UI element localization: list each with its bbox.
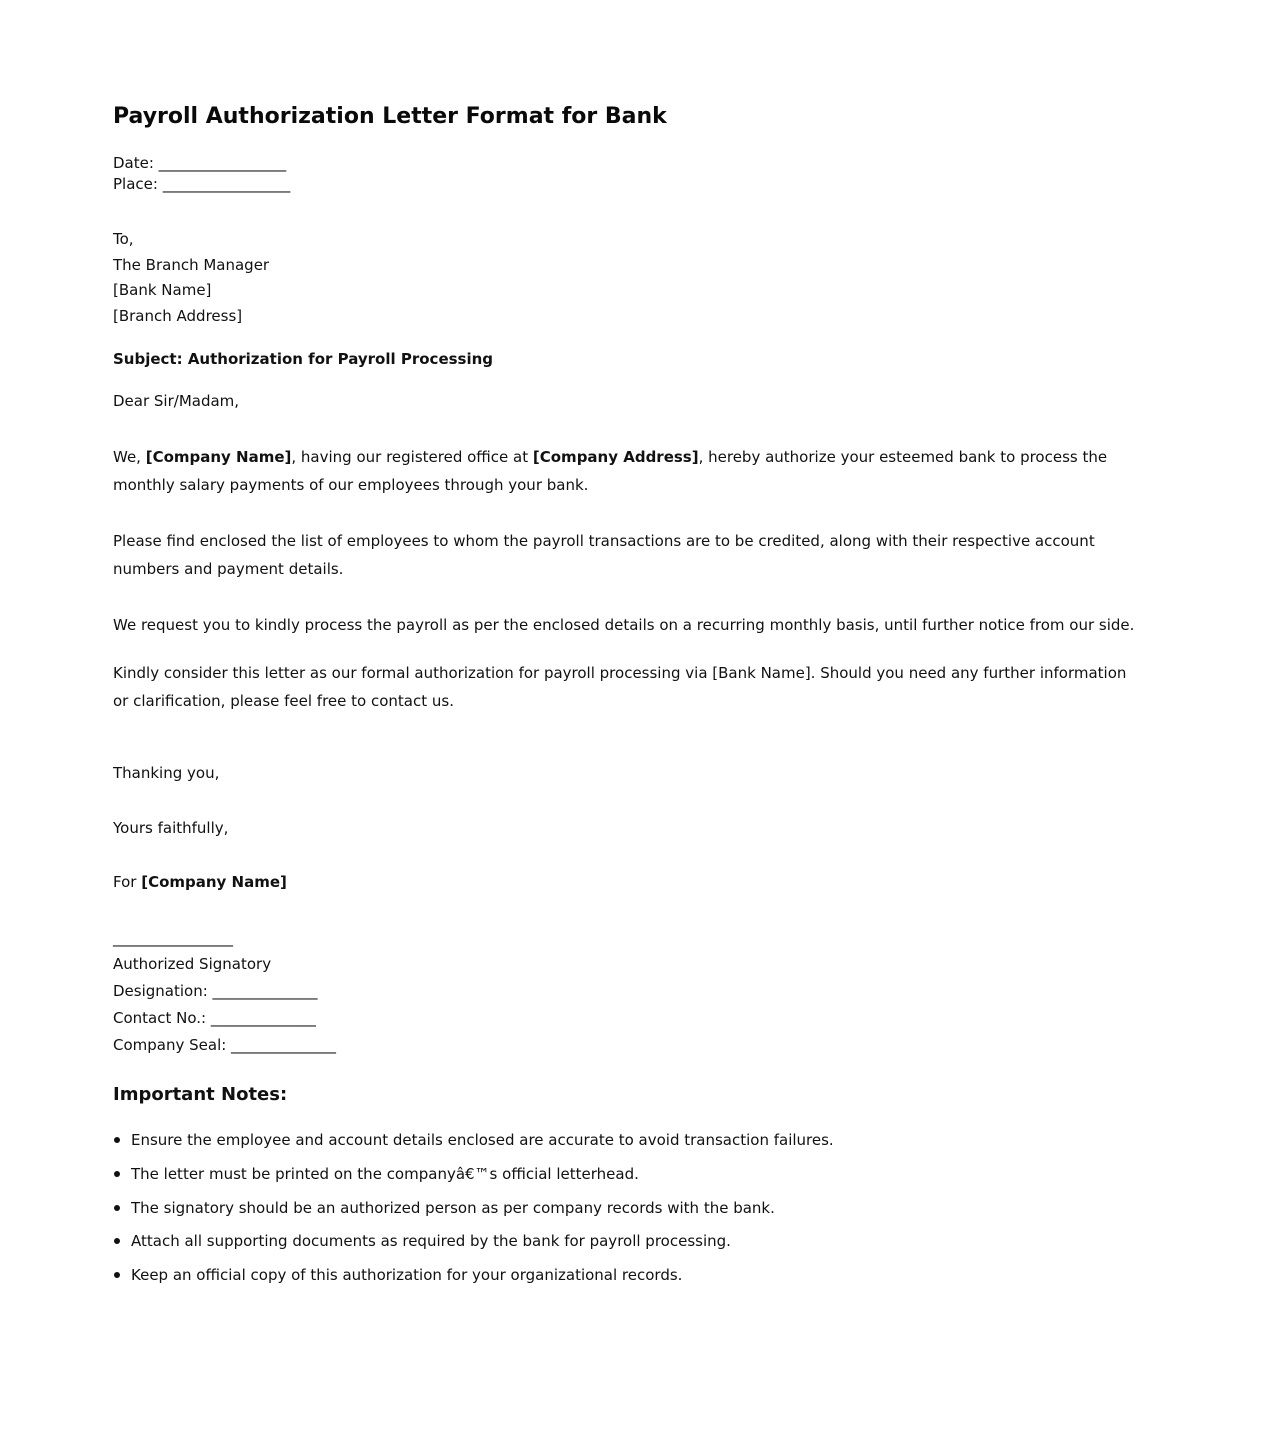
paragraph-text: , having our registered office at <box>291 448 533 466</box>
note-text: Attach all supporting documents as required by the bank for payroll processing. <box>131 1232 731 1251</box>
contact-field: Contact No.: ______________ <box>113 1009 316 1027</box>
recipient-line-1: The Branch Manager <box>113 256 270 274</box>
signature-line: ________________ <box>113 929 233 947</box>
subject-line: Subject: Authorization for Payroll Processing <box>113 350 494 368</box>
paragraph-enclosed-list: Please find enclosed the list of employees to whom the payroll transactions are to be credited, along with their respective account numbers and payment details. <box>113 532 1095 578</box>
paragraph-text: , hereby authorize your esteemed bank to process the monthly salary payments of our employees through your bank. <box>113 448 1108 494</box>
recipient-line-2: [Bank Name] <box>113 281 212 299</box>
bullet-icon <box>114 1205 120 1211</box>
notes-heading: Important Notes: <box>113 1084 288 1105</box>
for-company-line <box>113 872 287 893</box>
notes-list <box>113 1126 1143 1295</box>
paragraph-formal-authorization: Kindly consider this letter as our formal authorization for payroll processing via [Bank Name]. Should you need any further information or clarification, please feel free to contact us. <box>113 664 1127 710</box>
list-item <box>113 1227 1143 1261</box>
bullet-icon <box>114 1137 120 1143</box>
list-item <box>113 1194 1143 1228</box>
salutation: Dear Sir/Madam, <box>113 392 240 410</box>
page-title: Payroll Authorization Letter Format for Bank <box>113 104 667 129</box>
bullet-icon <box>114 1238 120 1244</box>
paragraph-request: We request you to kindly process the payroll as per the enclosed details on a recurring monthly basis, until further notice from our side. <box>113 616 1135 634</box>
list-item <box>113 1261 1143 1295</box>
closing-thanks: Thanking you, <box>113 764 220 782</box>
authorized-signatory-label: Authorized Signatory <box>113 955 272 973</box>
paragraph-text: We, <box>113 448 146 466</box>
date-field: Date: _________________ <box>113 154 287 172</box>
note-text: The letter must be printed on the companyâ€™s official letterhead. <box>131 1164 639 1183</box>
company-name-placeholder: [Company Name] <box>145 448 292 466</box>
recipient-to: To, <box>113 230 134 248</box>
company-address-placeholder: [Company Address] <box>532 448 699 466</box>
note-text: The signatory should be an authorized person as per company records with the bank. <box>131 1198 775 1217</box>
paragraph-authorization <box>113 443 1143 499</box>
bullet-icon <box>114 1272 120 1278</box>
list-item <box>113 1126 1143 1160</box>
note-text: Keep an official copy of this authorization for your organizational records. <box>131 1266 683 1285</box>
place-field: Place: _________________ <box>113 175 291 193</box>
bullet-icon <box>114 1171 120 1177</box>
company-name-placeholder: [Company Name] <box>141 873 287 891</box>
for-prefix: For <box>113 873 142 891</box>
recipient-line-3: [Branch Address] <box>113 307 243 325</box>
list-item <box>113 1160 1143 1194</box>
closing-faithfully: Yours faithfully, <box>113 819 229 837</box>
designation-field: Designation: ______________ <box>113 982 318 1000</box>
note-text: Ensure the employee and account details enclosed are accurate to avoid transaction failures. <box>131 1131 834 1149</box>
company-seal-field: Company Seal: ______________ <box>113 1036 337 1054</box>
